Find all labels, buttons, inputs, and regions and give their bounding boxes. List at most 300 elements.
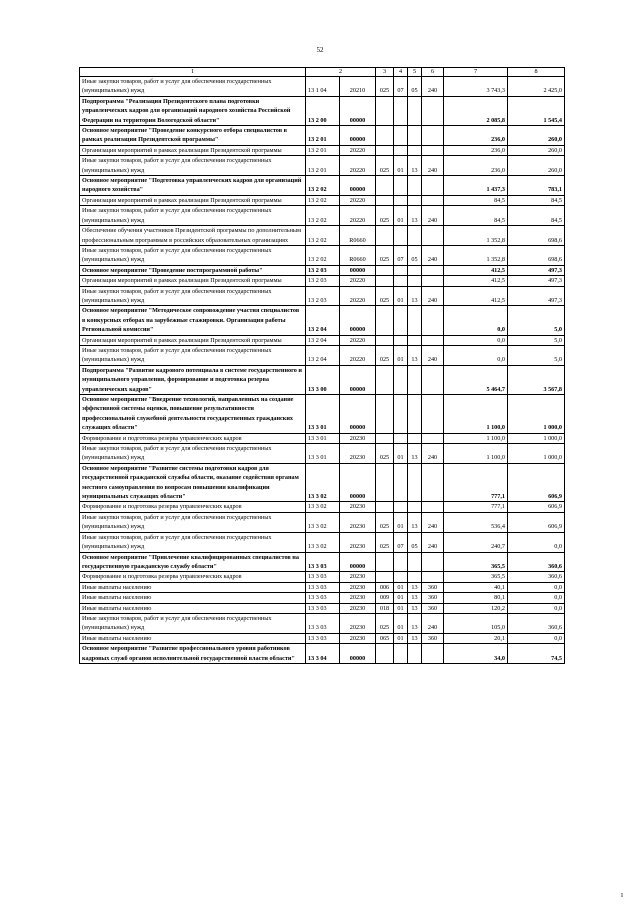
row-name: Иные выплаты населению <box>80 633 306 643</box>
row-target-code: 20220 <box>340 335 376 345</box>
row-code: 13 2 04 <box>306 345 340 365</box>
row-code: 13 3 03 <box>306 572 340 582</box>
row-subsection-code <box>408 335 422 345</box>
row-target-code: 00000 <box>340 395 376 434</box>
row-expense-type: 360 <box>422 582 444 592</box>
row-department-code: 009 <box>376 593 394 603</box>
row-target-code: R0660 <box>340 245 376 265</box>
row-amount-col8: 5,0 <box>508 335 565 345</box>
row-code: 13 2 03 <box>306 276 340 286</box>
row-name: Организация мероприятий в рамках реализации Президентской программы <box>80 276 306 286</box>
row-department-code <box>376 433 394 443</box>
row-department-code <box>376 276 394 286</box>
row-subsection-code <box>408 502 422 512</box>
row-amount-col8: 5,0 <box>508 345 565 365</box>
row-name: Основное мероприятие "Методическое сопровождение участия специалистов в конкурсных отборах на зарубежные стажировки. Организация работы Региональной комиссии" <box>80 306 306 335</box>
row-code: 13 2 03 <box>306 265 340 275</box>
row-code: 13 2 02 <box>306 206 340 226</box>
row-amount-col7: 120,2 <box>444 603 508 613</box>
row-subsection-code <box>408 145 422 155</box>
row-amount-col7: 1 100,0 <box>444 444 508 464</box>
row-expense-type: 360 <box>422 603 444 613</box>
row-name: Организация мероприятий в рамках реализации Президентской программы <box>80 145 306 155</box>
row-department-code: 018 <box>376 603 394 613</box>
row-name: Иные выплаты населению <box>80 603 306 613</box>
row-code: 13 3 03 <box>306 593 340 603</box>
row-name: Основное мероприятие "Проведение конкурсного отбора специалистов в рамках реализации Президентской программы" <box>80 126 306 146</box>
row-section-code <box>394 195 408 205</box>
header-cell: 7 <box>444 68 508 77</box>
row-expense-type <box>422 502 444 512</box>
row-amount-col8: 2 425,0 <box>508 77 565 97</box>
row-department-code <box>376 502 394 512</box>
table-row <box>80 433 565 443</box>
row-section-code <box>394 365 408 394</box>
row-section-code <box>394 644 408 664</box>
row-department-code: 025 <box>376 613 394 633</box>
row-department-code <box>376 395 394 434</box>
row-expense-type <box>422 145 444 155</box>
row-target-code: 20220 <box>340 276 376 286</box>
row-amount-col7: 412,5 <box>444 265 508 275</box>
header-cell: 1 <box>80 68 306 77</box>
row-section-code: 01 <box>394 345 408 365</box>
row-subsection-code: 13 <box>408 613 422 633</box>
row-target-code: 00000 <box>340 306 376 335</box>
row-amount-col8: 606,9 <box>508 502 565 512</box>
row-name: Основное мероприятие "Развитие системы подготовки кадров для государственной гражданской службы области, оказание содействия органам местного самоуправления по вопросам повышения квалификации муниципальных служащих области" <box>80 463 306 502</box>
row-department-code <box>376 176 394 196</box>
row-name: Иные закупки товаров, работ и услуг для обеспечения государственных (муниципальных) нужд <box>80 532 306 552</box>
row-subsection-code <box>408 226 422 246</box>
row-name: Иные закупки товаров, работ и услуг для обеспечения государственных (муниципальных) нужд <box>80 444 306 464</box>
row-target-code: 20220 <box>340 145 376 155</box>
table-row <box>80 613 565 633</box>
table-row <box>80 572 565 582</box>
row-section-code <box>394 433 408 443</box>
row-name: Основное мероприятие "Привлечение квалифицированных специалистов на государственную гражданскую службу области" <box>80 552 306 572</box>
row-amount-col7: 2 085,8 <box>444 96 508 125</box>
row-name: Основное мероприятие "Внедрение технологий, направленных на создание эффективной системы оценки, повышение результативности профессиональной служебной деятельности государственных гражданских служащих области" <box>80 395 306 434</box>
row-amount-col8: 698,6 <box>508 245 565 265</box>
row-department-code <box>376 463 394 502</box>
header-cell: 5 <box>408 68 422 77</box>
table-row <box>80 463 565 502</box>
row-code: 13 2 04 <box>306 306 340 335</box>
row-subsection-code: 13 <box>408 633 422 643</box>
row-code: 13 3 02 <box>306 502 340 512</box>
row-department-code: 025 <box>376 532 394 552</box>
row-amount-col8: 360,6 <box>508 552 565 572</box>
table-row <box>80 145 565 155</box>
row-expense-type <box>422 463 444 502</box>
row-section-code: 01 <box>394 633 408 643</box>
table-row <box>80 335 565 345</box>
row-expense-type <box>422 306 444 335</box>
row-section-code: 01 <box>394 593 408 603</box>
row-subsection-code <box>408 96 422 125</box>
row-section-code: 01 <box>394 603 408 613</box>
table-row <box>80 276 565 286</box>
row-section-code: 01 <box>394 444 408 464</box>
row-target-code: R0660 <box>340 226 376 246</box>
row-amount-col8: 260,0 <box>508 126 565 146</box>
table-row <box>80 644 565 664</box>
row-amount-col7: 236,0 <box>444 145 508 155</box>
row-name: Иные закупки товаров, работ и услуг для обеспечения государственных (муниципальных) нужд <box>80 77 306 97</box>
row-target-code: 00000 <box>340 644 376 664</box>
row-amount-col8: 0,0 <box>508 603 565 613</box>
row-department-code: 025 <box>376 245 394 265</box>
row-amount-col8: 1 000,0 <box>508 433 565 443</box>
row-amount-col8: 783,1 <box>508 176 565 196</box>
row-name: Формирование и подготовка резерва управленческих кадров <box>80 502 306 512</box>
row-code: 13 2 03 <box>306 286 340 306</box>
row-section-code: 01 <box>394 512 408 532</box>
row-target-code: 00000 <box>340 96 376 125</box>
row-expense-type: 240 <box>422 286 444 306</box>
row-code: 13 3 01 <box>306 433 340 443</box>
row-name: Иные закупки товаров, работ и услуг для обеспечения государственных (муниципальных) нужд <box>80 245 306 265</box>
row-subsection-code: 13 <box>408 512 422 532</box>
row-section-code <box>394 395 408 434</box>
row-code: 13 2 00 <box>306 96 340 125</box>
row-expense-type: 240 <box>422 345 444 365</box>
row-department-code <box>376 644 394 664</box>
row-expense-type: 360 <box>422 593 444 603</box>
row-target-code: 20230 <box>340 502 376 512</box>
row-section-code: 07 <box>394 532 408 552</box>
row-amount-col8: 606,9 <box>508 463 565 502</box>
row-target-code: 00000 <box>340 126 376 146</box>
row-expense-type <box>422 276 444 286</box>
row-subsection-code <box>408 395 422 434</box>
row-name: Основное мероприятие "Проведение постпрограммной работы" <box>80 265 306 275</box>
row-target-code: 20230 <box>340 444 376 464</box>
row-amount-col8: 1 000,0 <box>508 395 565 434</box>
table-row <box>80 345 565 365</box>
row-expense-type: 240 <box>422 512 444 532</box>
row-amount-col8: 606,9 <box>508 512 565 532</box>
row-amount-col7: 0,0 <box>444 306 508 335</box>
row-expense-type: 240 <box>422 77 444 97</box>
row-subsection-code: 13 <box>408 206 422 226</box>
row-target-code: 20230 <box>340 512 376 532</box>
row-name: Организация мероприятий в рамках реализации Президентской программы <box>80 195 306 205</box>
table-row <box>80 265 565 275</box>
row-amount-col7: 412,5 <box>444 276 508 286</box>
row-amount-col7: 3 743,3 <box>444 77 508 97</box>
side-mark: I <box>621 893 623 899</box>
table-row <box>80 245 565 265</box>
row-expense-type: 240 <box>422 245 444 265</box>
row-section-code <box>394 335 408 345</box>
row-subsection-code: 13 <box>408 582 422 592</box>
row-subsection-code <box>408 195 422 205</box>
row-section-code <box>394 276 408 286</box>
row-amount-col7: 536,4 <box>444 512 508 532</box>
row-section-code: 07 <box>394 245 408 265</box>
row-name: Основное мероприятие "Подготовка управленческих кадров для организаций народного хозяйства" <box>80 176 306 196</box>
row-target-code: 20230 <box>340 433 376 443</box>
row-name: Обеспечение обучения участников Президентской программы по дополнительным профессиональным программам в российских образовательных организациях <box>80 226 306 246</box>
table-row <box>80 96 565 125</box>
row-name: Формирование и подготовка резерва управленческих кадров <box>80 433 306 443</box>
row-subsection-code <box>408 365 422 394</box>
row-subsection-code: 13 <box>408 603 422 613</box>
row-subsection-code: 13 <box>408 286 422 306</box>
row-expense-type <box>422 365 444 394</box>
row-section-code <box>394 463 408 502</box>
row-code: 13 2 02 <box>306 176 340 196</box>
table-row <box>80 633 565 643</box>
row-department-code: 025 <box>376 206 394 226</box>
row-section-code <box>394 145 408 155</box>
row-code: 13 2 01 <box>306 156 340 176</box>
row-expense-type <box>422 195 444 205</box>
row-name: Иные выплаты населению <box>80 582 306 592</box>
row-amount-col7: 40,1 <box>444 582 508 592</box>
header-cell: 2 <box>306 68 376 77</box>
row-name: Иные закупки товаров, работ и услуг для обеспечения государственных (муниципальных) нужд <box>80 156 306 176</box>
row-department-code: 025 <box>376 345 394 365</box>
table-row <box>80 176 565 196</box>
row-target-code: 20230 <box>340 593 376 603</box>
row-department-code <box>376 226 394 246</box>
row-name: Иные закупки товаров, работ и услуг для обеспечения государственных (муниципальных) нужд <box>80 345 306 365</box>
row-department-code <box>376 552 394 572</box>
table-row <box>80 603 565 613</box>
row-amount-col7: 365,5 <box>444 572 508 582</box>
budget-table <box>79 67 565 664</box>
row-name: Подпрограмма "Реализация Президентского плана подготовки управленческих кадров для организаций народного хозяйства Российской Федерации на территории Вологодской области" <box>80 96 306 125</box>
row-amount-col8: 260,0 <box>508 156 565 176</box>
row-amount-col7: 236,0 <box>444 126 508 146</box>
row-amount-col7: 84,5 <box>444 206 508 226</box>
row-department-code <box>376 195 394 205</box>
row-name: Основное мероприятие "Развитие профессионального уровня работников кадровых служб органов исполнительной государственной власти области" <box>80 644 306 664</box>
row-code: 13 3 02 <box>306 512 340 532</box>
row-subsection-code <box>408 644 422 664</box>
table-row <box>80 502 565 512</box>
row-subsection-code <box>408 433 422 443</box>
row-amount-col8: 74,5 <box>508 644 565 664</box>
table-row <box>80 286 565 306</box>
row-expense-type: 360 <box>422 633 444 643</box>
row-subsection-code: 05 <box>408 532 422 552</box>
row-section-code <box>394 96 408 125</box>
row-section-code: 07 <box>394 77 408 97</box>
row-amount-col8: 1 000,0 <box>508 444 565 464</box>
row-amount-col8: 260,0 <box>508 145 565 155</box>
row-target-code: 00000 <box>340 365 376 394</box>
row-code: 13 3 02 <box>306 532 340 552</box>
row-amount-col7: 105,0 <box>444 613 508 633</box>
row-code: 13 2 04 <box>306 335 340 345</box>
row-section-code: 01 <box>394 582 408 592</box>
row-expense-type: 240 <box>422 156 444 176</box>
row-expense-type: 240 <box>422 613 444 633</box>
row-amount-col7: 1 352,8 <box>444 245 508 265</box>
row-amount-col7: 0,0 <box>444 335 508 345</box>
row-name: Иные закупки товаров, работ и услуг для обеспечения государственных (муниципальных) нужд <box>80 286 306 306</box>
row-target-code: 20230 <box>340 572 376 582</box>
row-amount-col7: 365,5 <box>444 552 508 572</box>
header-row <box>80 68 565 77</box>
row-code: 13 3 03 <box>306 613 340 633</box>
table-row <box>80 512 565 532</box>
row-department-code: 025 <box>376 156 394 176</box>
row-amount-col8: 84,5 <box>508 206 565 226</box>
row-section-code <box>394 226 408 246</box>
row-name: Организация мероприятий в рамках реализации Президентской программы <box>80 335 306 345</box>
row-code: 13 3 03 <box>306 603 340 613</box>
row-code: 13 3 03 <box>306 552 340 572</box>
row-target-code: 20210 <box>340 77 376 97</box>
row-subsection-code: 13 <box>408 156 422 176</box>
row-code: 13 2 02 <box>306 226 340 246</box>
row-expense-type <box>422 552 444 572</box>
row-section-code <box>394 306 408 335</box>
row-expense-type <box>422 226 444 246</box>
row-amount-col7: 5 464,7 <box>444 365 508 394</box>
row-amount-col8: 0,0 <box>508 582 565 592</box>
row-subsection-code: 13 <box>408 345 422 365</box>
row-code: 13 3 01 <box>306 444 340 464</box>
row-section-code <box>394 126 408 146</box>
table-row <box>80 77 565 97</box>
row-section-code: 01 <box>394 156 408 176</box>
row-amount-col8: 360,6 <box>508 613 565 633</box>
row-expense-type <box>422 644 444 664</box>
header-cell: 3 <box>376 68 394 77</box>
row-subsection-code: 13 <box>408 444 422 464</box>
row-code: 13 3 03 <box>306 633 340 643</box>
row-amount-col8: 84,5 <box>508 195 565 205</box>
row-code: 13 2 01 <box>306 145 340 155</box>
row-amount-col7: 20,1 <box>444 633 508 643</box>
table-row <box>80 593 565 603</box>
row-department-code: 025 <box>376 286 394 306</box>
page-number: 52 <box>316 46 324 54</box>
row-department-code: 025 <box>376 444 394 464</box>
row-code: 13 3 04 <box>306 644 340 664</box>
row-amount-col8: 497,3 <box>508 265 565 275</box>
row-amount-col7: 1 100,0 <box>444 395 508 434</box>
row-target-code: 20230 <box>340 633 376 643</box>
row-target-code: 20220 <box>340 156 376 176</box>
row-code: 13 3 01 <box>306 395 340 434</box>
row-amount-col7: 240,7 <box>444 532 508 552</box>
row-section-code: 01 <box>394 613 408 633</box>
row-department-code: 025 <box>376 77 394 97</box>
row-code: 13 1 04 <box>306 77 340 97</box>
row-subsection-code <box>408 265 422 275</box>
row-code: 13 3 00 <box>306 365 340 394</box>
row-amount-col7: 1 100,0 <box>444 433 508 443</box>
row-target-code: 00000 <box>340 463 376 502</box>
table-row <box>80 365 565 394</box>
row-subsection-code <box>408 552 422 572</box>
row-expense-type <box>422 96 444 125</box>
row-amount-col7: 236,0 <box>444 156 508 176</box>
row-amount-col8: 3 567,8 <box>508 365 565 394</box>
row-department-code <box>376 335 394 345</box>
row-expense-type <box>422 126 444 146</box>
row-expense-type <box>422 335 444 345</box>
row-target-code: 20230 <box>340 603 376 613</box>
row-code: 13 3 02 <box>306 463 340 502</box>
row-target-code: 00000 <box>340 265 376 275</box>
row-code: 13 2 01 <box>306 126 340 146</box>
row-target-code: 00000 <box>340 176 376 196</box>
row-code: 13 3 03 <box>306 582 340 592</box>
row-subsection-code <box>408 276 422 286</box>
table-row <box>80 532 565 552</box>
row-target-code: 20230 <box>340 613 376 633</box>
row-name: Иные закупки товаров, работ и услуг для обеспечения государственных (муниципальных) нужд <box>80 512 306 532</box>
table-row <box>80 306 565 335</box>
row-section-code <box>394 552 408 572</box>
row-amount-col8: 5,0 <box>508 306 565 335</box>
row-expense-type: 240 <box>422 206 444 226</box>
table-row <box>80 582 565 592</box>
row-amount-col7: 1 437,3 <box>444 176 508 196</box>
table-row <box>80 126 565 146</box>
row-subsection-code <box>408 572 422 582</box>
row-section-code <box>394 572 408 582</box>
row-section-code <box>394 265 408 275</box>
row-target-code: 20220 <box>340 206 376 226</box>
row-department-code <box>376 126 394 146</box>
row-expense-type <box>422 395 444 434</box>
header-cell: 6 <box>422 68 444 77</box>
row-amount-col7: 777,1 <box>444 502 508 512</box>
row-name: Формирование и подготовка резерва управленческих кадров <box>80 572 306 582</box>
row-subsection-code <box>408 463 422 502</box>
table-row <box>80 444 565 464</box>
row-name: Подпрограмма "Развитие кадрового потенциала в системе государственного и муниципального управления, формирование и подготовка резерва управленческих кадров" <box>80 365 306 394</box>
row-target-code: 20220 <box>340 195 376 205</box>
row-expense-type <box>422 572 444 582</box>
row-subsection-code: 05 <box>408 245 422 265</box>
row-amount-col7: 777,1 <box>444 463 508 502</box>
row-section-code: 01 <box>394 286 408 306</box>
row-amount-col7: 1 352,8 <box>444 226 508 246</box>
row-amount-col8: 698,6 <box>508 226 565 246</box>
row-department-code <box>376 265 394 275</box>
row-amount-col7: 34,0 <box>444 644 508 664</box>
row-section-code <box>394 176 408 196</box>
row-amount-col8: 360,6 <box>508 572 565 582</box>
row-subsection-code <box>408 176 422 196</box>
table-body <box>80 68 565 664</box>
row-subsection-code: 13 <box>408 593 422 603</box>
row-amount-col8: 497,3 <box>508 276 565 286</box>
row-section-code: 01 <box>394 206 408 226</box>
row-department-code <box>376 145 394 155</box>
row-name: Иные выплаты населению <box>80 593 306 603</box>
row-target-code: 20230 <box>340 532 376 552</box>
row-expense-type <box>422 433 444 443</box>
row-department-code <box>376 365 394 394</box>
row-subsection-code <box>408 126 422 146</box>
header-cell: 4 <box>394 68 408 77</box>
row-amount-col8: 0,0 <box>508 532 565 552</box>
row-amount-col8: 1 545,4 <box>508 96 565 125</box>
table-row <box>80 195 565 205</box>
row-department-code <box>376 96 394 125</box>
